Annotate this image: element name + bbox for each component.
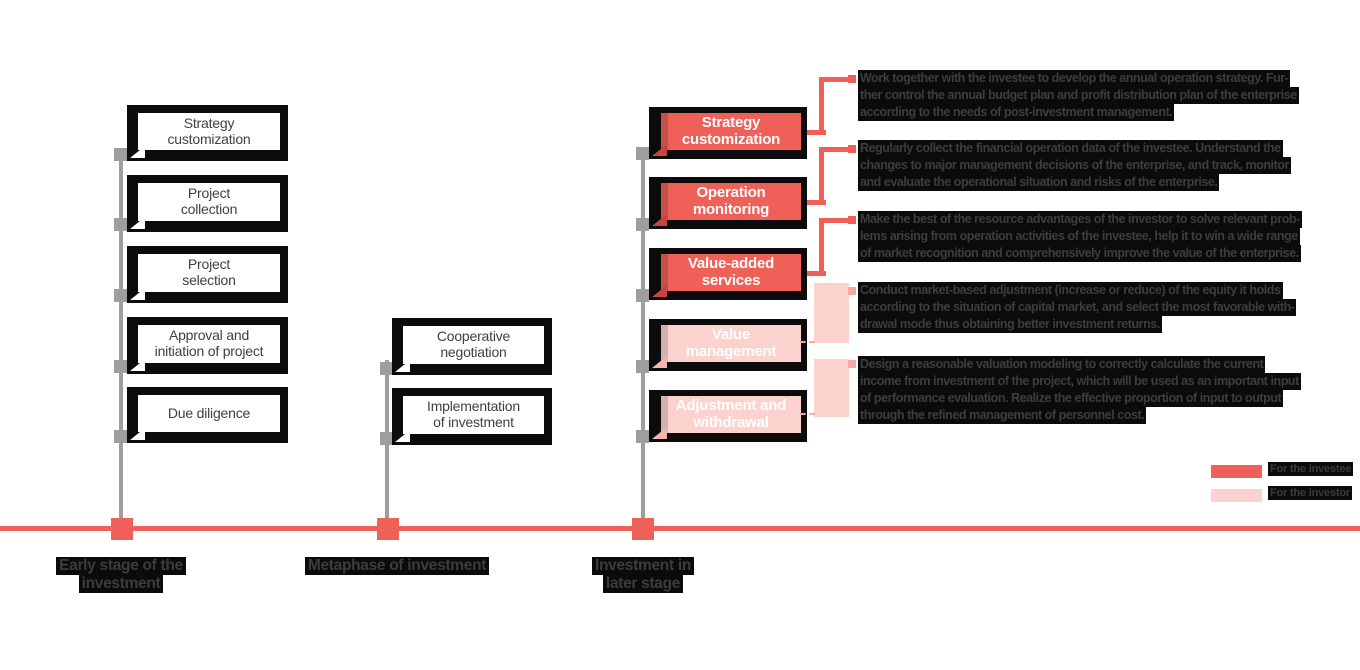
stage3-anchor-square <box>636 218 649 231</box>
desc-bullet-investee <box>848 145 856 153</box>
box-label: Strategy customization <box>681 113 781 148</box>
timeline-marker-early-stage <box>111 518 133 540</box>
stage3-anchor-square <box>636 430 649 443</box>
box-project-collection <box>127 175 288 232</box>
desc-bullet-investee <box>848 75 856 83</box>
connector-monitoring-vertical <box>819 147 824 205</box>
box-strategy-customization-later <box>649 107 807 159</box>
box-approval-initiation <box>127 317 288 374</box>
desc-operation-monitoring: Regularly collect the financial operation data of the investee. Understand the changes to major management decisions of the enterprise, and track, monitor and evaluate the operational situation and risks of the enterprise. <box>860 141 1289 189</box>
box-label: Approval and initiation of project <box>154 327 264 359</box>
timeline-marker-metaphase <box>377 518 399 540</box>
stage3-vertical-line <box>641 147 645 527</box>
box-strategy-customization-early <box>127 105 288 161</box>
box-label: Due diligence <box>167 404 251 421</box>
desc-value-management: Conduct market-based adjustment (increase or reduce) of the equity it holds according to the situation of capital market, and select the most favorable with- drawal mode thus obtaining better investment returns. <box>860 283 1295 331</box>
box-value-added-services <box>649 248 807 300</box>
connector-monitoring-top <box>819 147 849 152</box>
box-label: Implementation of investment <box>427 398 520 430</box>
stage-label-early: Early stage of the investment <box>11 557 231 593</box>
box-label: Adjustment and withdrawal <box>675 396 787 431</box>
box-label: Project selection <box>182 256 236 288</box>
stage-label-metaphase: Metaphase of investment <box>287 557 507 575</box>
box-operation-monitoring <box>649 177 807 229</box>
dashed-connector-adjustment <box>800 413 815 415</box>
box-adjustment-withdrawal <box>649 390 807 442</box>
box-value-management <box>649 319 807 371</box>
connector-bar-value-management <box>814 283 849 343</box>
legend-label-investor: For the investor <box>1270 487 1350 499</box>
box-label: Cooperative negotiation <box>436 328 511 360</box>
connector-strategy-top <box>819 77 849 82</box>
desc-bullet-investee <box>848 216 856 224</box>
connector-bar-adjustment <box>814 359 849 417</box>
connector-services-vertical <box>819 218 824 276</box>
stage1-anchor-square <box>114 218 127 231</box>
stage3-anchor-square <box>636 289 649 302</box>
desc-value-added-services: Make the best of the resource advantages of the investor to solve relevant prob- lems arising from operation activities of the investee, help it to win a wide range of market recognition and comprehensively improve the value of the enterprise. <box>860 212 1300 260</box>
connector-services-top <box>819 218 849 223</box>
stage1-vertical-line <box>119 148 123 527</box>
connector-strategy-vertical <box>819 77 824 135</box>
legend-swatch-investee <box>1211 465 1262 478</box>
box-project-selection <box>127 246 288 303</box>
box-label: Project collection <box>180 185 238 217</box>
box-tail <box>652 144 667 156</box>
box-tail <box>652 214 667 226</box>
desc-bullet-investor <box>848 360 856 368</box>
box-label: Value-added services <box>687 254 775 289</box>
timeline-axis <box>0 526 1360 531</box>
legend-swatch-investor <box>1211 489 1262 502</box>
stage1-anchor-square <box>114 148 127 161</box>
stage-label-later: Investment in later stage <box>533 557 753 593</box>
box-label: Value management <box>685 325 777 360</box>
desc-bullet-investor <box>848 287 856 295</box>
desc-strategy-customization: Work together with the investee to develop the annual operation strategy. Fur- ther control the annual budget plan and profit distribution plan of the enterprise according to the needs of post-investment management. <box>860 71 1297 119</box>
stage3-anchor-square <box>636 147 649 160</box>
legend-label-investee: For the investee <box>1270 463 1352 475</box>
stage1-anchor-square <box>114 360 127 373</box>
dashed-connector-value-management <box>800 341 815 343</box>
desc-adjustment-withdrawal: Design a reasonable valuation modeling to correctly calculate the current income from investment of the project, which will be used as an important input of performance evaluation. Realize the effective proportion of input to output through the refined management of personnel cost. <box>860 357 1299 422</box>
stage3-anchor-square <box>636 360 649 373</box>
box-label: Operation monitoring <box>692 183 770 218</box>
box-label: Strategy customization <box>167 114 251 147</box>
timeline-marker-later-stage <box>632 518 654 540</box>
box-implementation-investment <box>392 388 552 445</box>
stage1-anchor-square <box>114 289 127 302</box>
box-due-diligence <box>127 387 288 443</box>
stage1-anchor-square <box>114 430 127 443</box>
box-cooperative-negotiation <box>392 318 552 375</box>
